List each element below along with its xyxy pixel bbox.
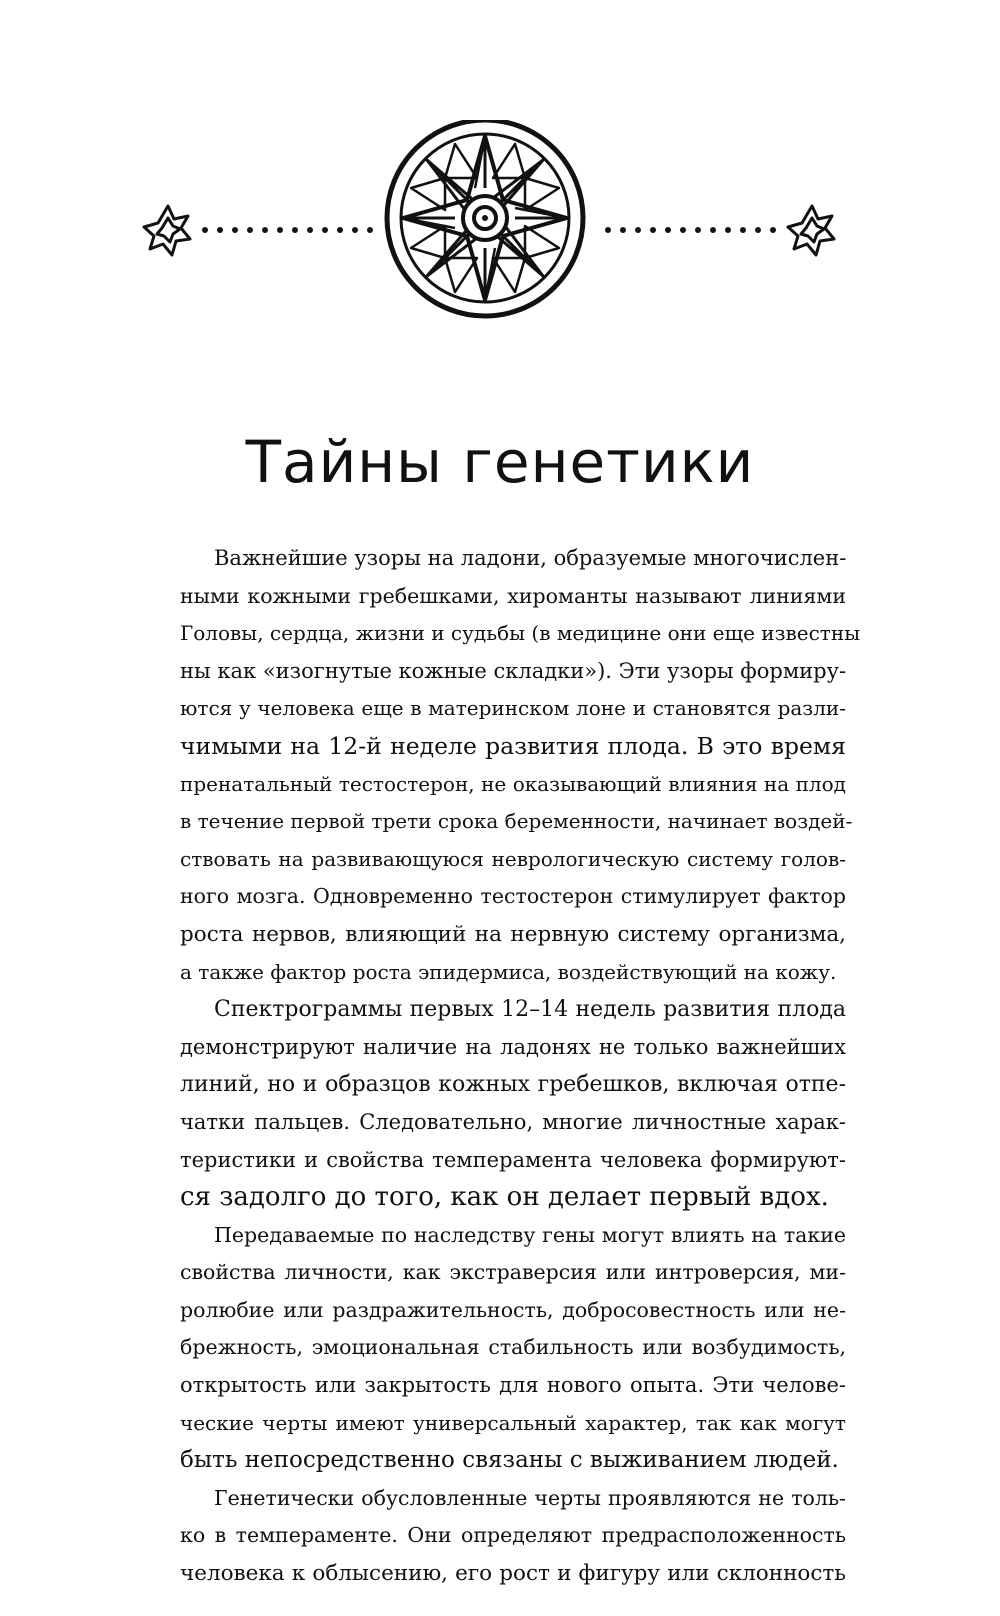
paragraph [146,991,846,1217]
text-line: Генетически обусловленные черты проявляются не толь- [214,1485,846,1510]
ornament-graphic [0,120,1000,320]
text-line: Головы, сердца, жизни и судьбы (в медицине они еще известны [180,621,861,646]
text-line: Передаваемые по наследству гены могут влиять на такие [214,1222,846,1247]
text-line: пренатальный тестостерон, не оказывающий влияния на плод [180,771,846,796]
text-line: а также фактор роста эпидермиса, воздействующий на кожу. [180,959,837,984]
text-line: ческие черты имеют универсальный характер, так как могут [180,1410,846,1435]
text-line: Важнейшие узоры на ладони, образуемые многочислен- [214,546,847,570]
paragraph [146,1217,846,1480]
text-line: теристики и свойства темперамента человека формируют- [180,1147,846,1172]
text-line: ны как «изогнутые кожные складки»). Эти узоры формиру- [180,658,847,683]
chapter-body [146,540,861,1593]
paragraph [146,1480,846,1593]
left-dotted-line [202,227,373,233]
text-line: человека к облысению, его рост и фигуру или склонность [180,1561,846,1587]
left-star-icon [144,206,190,255]
text-line: ного мозга. Одновременно тестостерон стимулирует фактор [180,884,846,909]
text-line: ся задолго до того, как он делает первый вдох. [180,1182,829,1213]
text-line: Спектрограммы первых 12–14 недель развития плода [214,997,846,1023]
text-line: ются у человека еще в материнском лоне и становятся разли- [180,696,846,721]
chapter-ornament [0,120,1000,320]
text-line: линий, но и образцов кожных гребешков, включая отпе- [180,1072,846,1098]
text-line: чимыми на 12-й неделе развития плода. В это время [180,731,846,760]
text-line: чатки пальцев. Следовательно, многие личностные харак- [180,1109,846,1134]
text-line: демонстрируют наличие на ладонях не только важнейших [180,1034,846,1059]
text-line: в течение первой трети срока беременности, начинает воздей- [180,809,853,834]
text-line: ролюбие или раздражительность, добросовестность или не- [180,1297,846,1322]
text-line: ствовать на развивающуюся неврологическую систему голов- [180,846,846,871]
text-line: роста нервов, влияющий на нервную систему организма, [180,921,846,947]
text-line: свойства личности, как экстраверсия или интроверсия, ми- [180,1260,846,1285]
right-star-icon [788,206,834,255]
chapter-title: Тайны генетики [245,428,755,496]
text-line: брежность, эмоциональная стабильность или возбудимость, [180,1335,846,1360]
paragraph [146,540,861,991]
text-line: ко в темпераменте. Они определяют предрасположенность [180,1523,846,1548]
text-line: быть непосредственно связаны с выживанием людей. [180,1447,839,1474]
right-dotted-line [605,227,776,233]
text-line: ными кожными гребешками, хироманты называют линиями [180,583,846,608]
text-line: открытость или закрытость для нового опыта. Эти челове- [180,1373,846,1398]
compass-rose-icon [387,120,583,316]
